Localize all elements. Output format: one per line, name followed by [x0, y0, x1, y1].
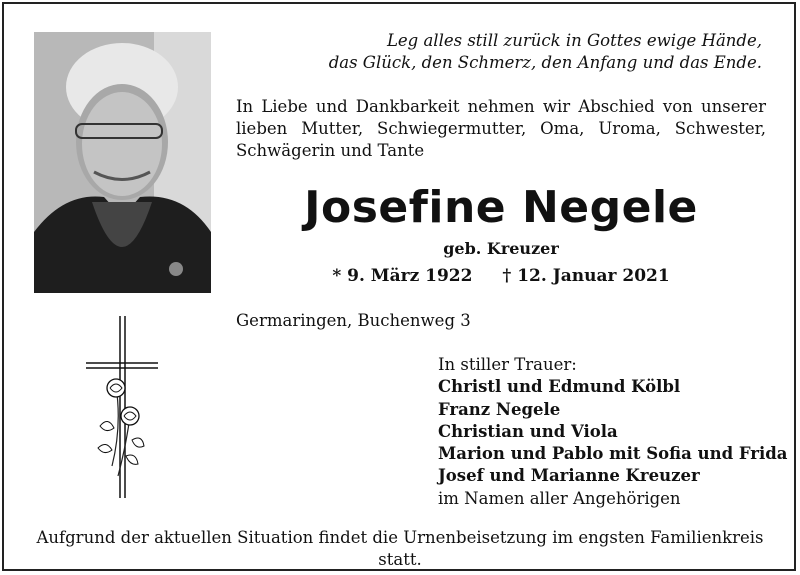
portrait-photo: [34, 32, 211, 293]
motto-verse: [300, 30, 762, 74]
mourner-name: Marion und Pablo mit Sofia und Frida: [438, 444, 788, 464]
address: Germaringen, Buchenweg 3: [236, 311, 471, 330]
mourner-name: Franz Negele: [438, 399, 561, 419]
intro-line: In Liebe und Dankbarkeit nehmen wir Abschied von unserer: [236, 97, 766, 116]
intro-line: Schwägerin und Tante: [236, 141, 425, 160]
mourners-heading: In stiller Trauer:: [438, 355, 577, 374]
mourner-name: Christian und Viola: [438, 421, 618, 441]
mourner-name: Christl und Edmund Kölbl: [438, 377, 681, 397]
cross-with-roses-icon: [86, 316, 161, 501]
intro-line: lieben Mutter, Schwiegermutter, Oma, Uroma, Schwester,: [236, 119, 766, 138]
life-dates: [236, 264, 766, 288]
intro-text: [236, 96, 766, 162]
footer-note: Aufgrund der aktuellen Situation findet die Urnenbeisetzung im engsten Familienkreis statt.: [36, 528, 764, 569]
birth-date: * 9. März 1922: [332, 266, 473, 286]
motto-line: das Glück, den Schmerz, den Anfang und das Ende.: [328, 53, 762, 72]
mourners-closing: im Namen aller Angehörigen: [438, 488, 681, 508]
deceased-name: Josefine Negele: [304, 182, 698, 233]
born-name: geb. Kreuzer: [443, 239, 559, 258]
motto-line: Leg alles still zurück in Gottes ewige Hände,: [386, 31, 762, 50]
mourner-name: Josef und Marianne Kreuzer: [438, 466, 700, 486]
death-date: † 12. Januar 2021: [502, 266, 670, 286]
mourners-list: [438, 354, 787, 510]
